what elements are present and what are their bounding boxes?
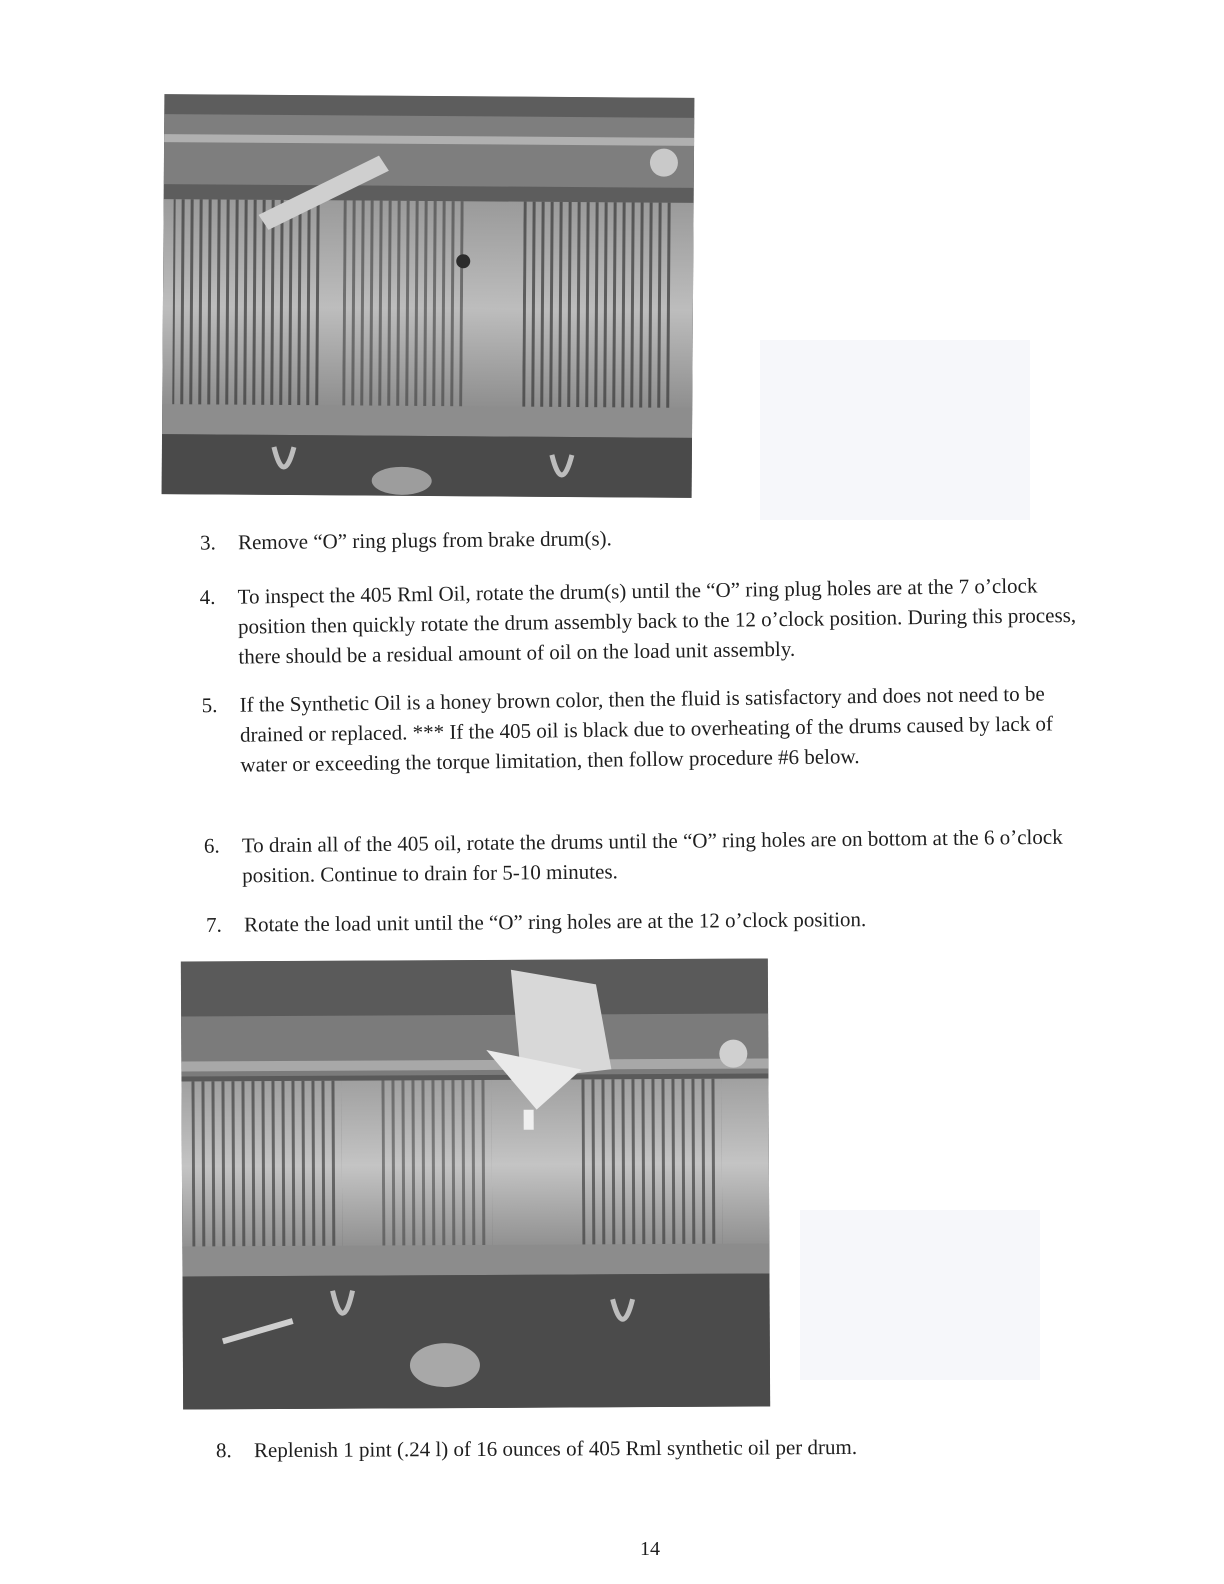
step-text: If the Synthetic Oil is a honey brown color, then the fluid is satisfactory and does not need to be drained or replaced. *** If the 405 oil is black due to overheating of the drums caused by lack of water or exceeding the torque limitation, then follow procedure #6 below. bbox=[239, 681, 1054, 777]
step-number: 5. bbox=[201, 693, 218, 718]
step-text: To inspect the 405 Rml Oil, rotate the drum(s) until the “O” ring plug holes are at the 7 o’clock position then quickly rotate the drum assembly back to the 12 o’clock position. During this process, there should be a residual amount of oil on the load unit assembly. bbox=[237, 573, 1077, 669]
step-number: 6. bbox=[203, 833, 220, 858]
step-text: Remove “O” ring plugs from brake drum(s). bbox=[237, 526, 612, 555]
oil-funnel-photo bbox=[181, 958, 770, 1409]
step-text: To drain all of the 405 oil, rotate the drums until the “O” ring holes are on bottom at the 6 o’clock position. Continue to drain for 5-10 minutes. bbox=[241, 824, 1063, 888]
step-number: 7. bbox=[205, 912, 222, 937]
step-text: Rotate the load unit until the “O” ring holes are at the 12 o’clock position. bbox=[243, 907, 867, 937]
brake-drum-illustration bbox=[162, 94, 695, 498]
step-number: 4. bbox=[199, 584, 216, 610]
step-3 bbox=[200, 518, 1080, 557]
bleed-through-shadow bbox=[760, 340, 1030, 520]
step-number: 8. bbox=[215, 1438, 232, 1463]
step-4 bbox=[199, 570, 1080, 672]
step-text: Replenish 1 pint (.24 l) of 16 ounces of 405 Rml synthetic oil per drum. bbox=[253, 1434, 858, 1463]
bleed-through-shadow bbox=[800, 1210, 1040, 1380]
page-number: 14 bbox=[640, 1538, 660, 1560]
step-8 bbox=[216, 1431, 1096, 1466]
step-number: 3. bbox=[199, 530, 216, 555]
oil-funnel-illustration bbox=[181, 958, 770, 1409]
step-6 bbox=[204, 821, 1105, 890]
brake-drum-photo bbox=[162, 94, 695, 498]
step-5 bbox=[201, 678, 1102, 781]
step-7 bbox=[206, 902, 1086, 940]
